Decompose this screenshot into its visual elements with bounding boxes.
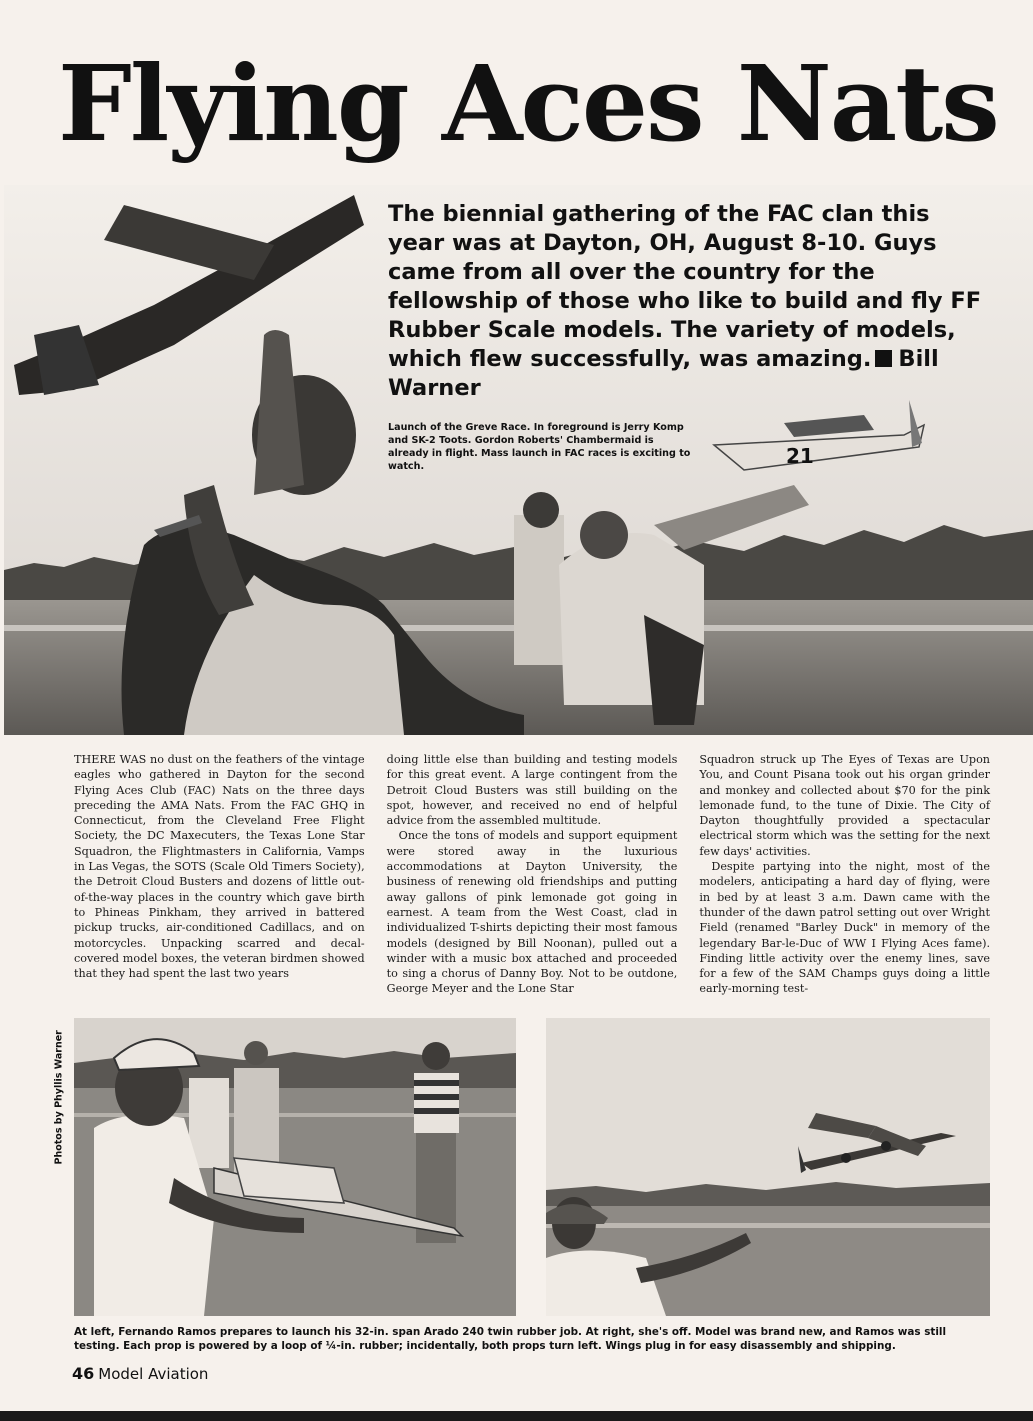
page-number: 46 bbox=[72, 1364, 95, 1383]
race-number: 21 bbox=[786, 444, 814, 468]
photo-credit bbox=[52, 1018, 66, 1166]
bottom-right-photo bbox=[546, 1018, 990, 1316]
body-column-2 bbox=[387, 752, 678, 1010]
bottom-photos-caption: At left, Fernando Ramos prepares to launch his 32-in. span Arado 240 twin rubber job. At right, she's off. Model was brand new, and Ramos was still testing. Each prop is powered by a loop of ¼-in. rubber; incidentally, both props turn left. Wings plug in for easy disassembly and shipping. bbox=[74, 1326, 947, 1352]
bottom-right-photo-illustration bbox=[546, 1018, 990, 1316]
paragraph: THERE WAS no dust on the feathers of the vintage eagles who gathered in Dayton for the second Flying Aces Club (FAC) Nats on the three days preceding the AMA Nats. From the FAC GHQ in Connecticut, from the Cleveland Free Flight Society, the DC Maxecuters, the Texas Lone Star Squadron, the Flightmasters in California, Vamps in Las Vegas, the SOTS (Scale Old Timers Society), the Detroit Cloud Busters and dozens of little out-of-the-way places in the country which gave birth to Phineas Pinkham, they arrived in battered pickup trucks, air-conditioned Cadillacs, and on motorcycles. Unpacking scarred and decal-covered model boxes, the veteran birdmen showed that they had spent the last two years bbox=[74, 753, 365, 981]
body-column-3 bbox=[699, 752, 990, 1010]
top-photo-caption: Launch of the Greve Race. In foreground is Jerry Komp and SK-2 Toots. Gordon Roberts' Chambermaid is already in flight. Mass launch in FAC races is exciting to watch. bbox=[388, 422, 691, 472]
paragraph: Once the tons of models and support equipment were stored away in the luxurious accommodations at Dayton University, the business of renewing old friendships and putting away gallons of pink lemonade got going in earnest. A team from the West Coast, clad in individualized T-shirts depicting their most famous models (designed by Bill Noonan), pulled out a winder with a music box attached and proceeded to sing a chorus of Danny Boy. Not to be outdone, George Meyer and the Lone Star bbox=[386, 829, 678, 996]
page-edge bbox=[0, 1411, 1033, 1421]
deck-text: The biennial gathering of the FAC clan this year was at Dayton, OH, August 8-10. Guys came from all over the country for the fellowship of those who like to build and fly FF Rubber Scale models. The variety of models, which flew successfully, was amazing. bbox=[388, 201, 982, 372]
article-title: Flying Aces Nats bbox=[58, 42, 998, 165]
paragraph: doing little else than building and testing models for this great event. A large contingent from the Detroit Cloud Busters was still building on the spot, however, and received no end of helpful advice from the assembled multitude. bbox=[386, 753, 678, 828]
body-column-1 bbox=[74, 752, 365, 1010]
paragraph: Squadron struck up The Eyes of Texas are Upon You, and Count Pisana took out his organ grinder and monkey and collected about $70 for the pink lemonade fund, to the tune of Dixie. The City of Dayton thoughtfully provided a spectacular electrical storm which was the setting for the next few days' activities. bbox=[699, 753, 991, 858]
bottom-left-photo bbox=[74, 1018, 516, 1316]
paragraph: Despite partying into the night, most of the modelers, anticipating a hard day of flying, were in bed by at least 3 a.m. Dawn came with the thunder of the dawn patrol setting out over Wright Field (renamed "Barley Duck" in memory of the legendary Bar-le-Duc of WW I Flying Aces fame). Finding little activity over the enemy lines, save for a few of the SAM Champs guys doing a little early-morning test- bbox=[699, 860, 991, 996]
magazine-name: Model Aviation bbox=[98, 1365, 209, 1383]
bottom-left-photo-illustration bbox=[74, 1018, 516, 1316]
article-deck bbox=[388, 200, 988, 403]
page-footer bbox=[72, 1364, 208, 1383]
photo-credit-text: Photos by Phyllis Warner bbox=[53, 1030, 65, 1165]
article-body bbox=[74, 752, 990, 1010]
byline: Bill Warner bbox=[388, 346, 939, 401]
bullet-square-icon bbox=[875, 350, 892, 367]
